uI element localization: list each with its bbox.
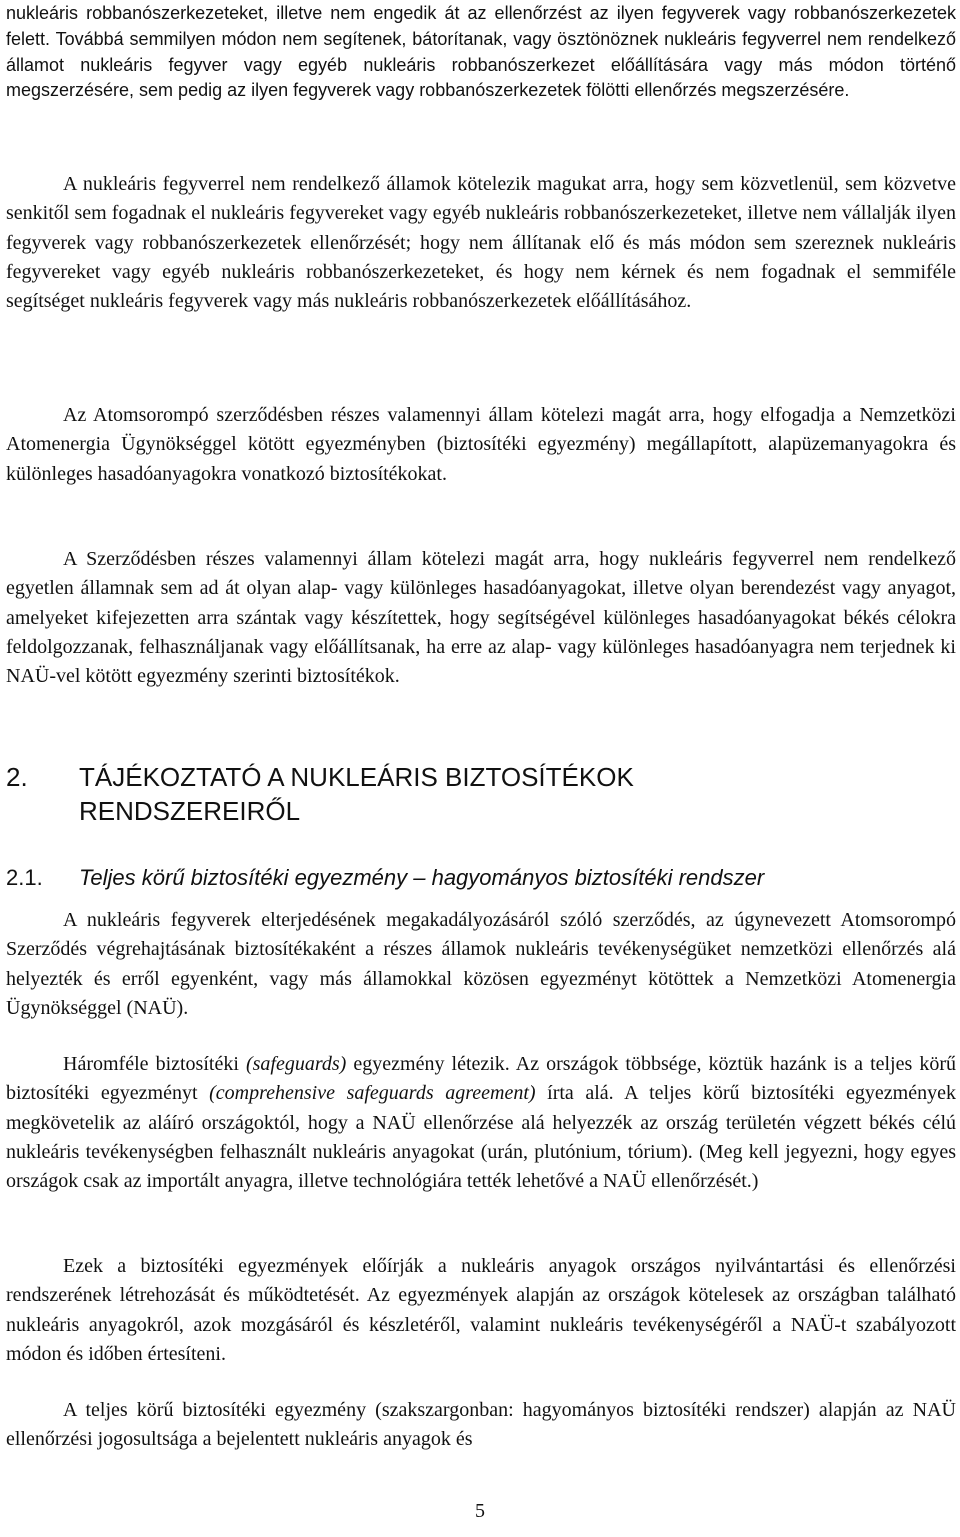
text-run: írta alá. A teljes körű biztosítéki egyezmények megkövetelik az aláíró országoktól, hogy a NAÜ ellenőrzése alá helyezzék az ország területén végzett békés célú nukleáris tevékenységben felhasznált nukleáris anyagokat (urán, plutónium, tórium). (Meg kell jegyezni, hogy egyes országok csak az importált anyagra, illetve technológiára tették lehetővé a NAÜ ellenőrzését.) <box>6 1082 956 1193</box>
paragraph-accounting-system: Ezek a biztosítéki egyezmények előírják a nukleáris anyagok országos nyilvántartási és ellenőrzési rendszerének létrehozását és működtetését. Az egyezmények alapján az országok kötelesek az országban található nukleáris anyagokról, azok mozgásáról és készletéről, valamint nukleáris tevékenységéről a NAÜ-t szabályozott módon és időben értesíteni. <box>6 1255 956 1365</box>
paragraph-traditional-system: A teljes körű biztosítéki egyezmény (szakszargonban: hagyományos biztosítéki rendszer) alapján az NAÜ ellenőrzési jogosultsága a bejelentett nukleáris anyagok és <box>6 1399 956 1451</box>
section-number: 2. <box>6 762 28 792</box>
text-run: egyezmény létezik. Az országok többsége, köztük hazánk is a teljes körű biztosítéki egyezményt <box>6 1053 956 1105</box>
subsection-title: Teljes körű biztosítéki egyezmény – hagyományos biztosítéki rendszer <box>79 865 765 890</box>
paragraph-safeguard-agreement: Az Atomsorompó szerződésben részes valamennyi állam kötelezi magát arra, hogy elfogadja a Nemzetközi Atomenergia Ügynökséggel kötött egyezményben (biztosítéki egyezmény) megállapított, alapüzemanyagokra és különleges hasadóanyagokra vonatkozó biztosítékokat. <box>6 404 956 485</box>
subsection-heading <box>6 864 906 894</box>
paragraph-non-nuclear-states: A nukleáris fegyverrel nem rendelkező államok kötelezik magukat arra, hogy sem közvetlenül, sem közvetve senkitől sem fogadnak el nukleáris fegyvereket vagy egyéb nukleáris robbanószerkezeteket, illetve nem vállalják ilyen fegyverek vagy robbanószerkezetek ellenőrzését; hogy nem állítanak elő és más módon sem szereznek nukleáris fegyvereket vagy egyéb nukleáris robbanószerkezeteket, és hogy nem kérnek és nem fogadnak el semmiféle segítséget nukleáris fegyverek vagy más nukleáris robbanószerkezetek előállításához. <box>6 173 956 313</box>
paragraph-material-transfer: A Szerződésben részes valamennyi állam kötelezi magát arra, hogy nukleáris fegyverrel nem rendelkező egyetlen államnak sem ad át olyan alap- vagy különleges hasadóanyagokat, illetve olyan berendezést vagy anyagot, amelyeket kifejezetten arra szántak vagy készítettek, hogy segítségével különleges hasadóanyagokat békés célokra feldolgozzanak, felhasználjanak vagy előállítsanak, ha erre az alap- vagy különleges hasadóanyagra nem terjednek ki NAÜ-vel kötött egyezmény szerinti biztosítékok. <box>6 548 956 688</box>
italic-term: (comprehensive safeguards agreement) <box>209 1082 536 1105</box>
section-heading <box>6 760 906 830</box>
subsection-number: 2.1. <box>6 865 43 890</box>
paragraph-safeguard-types <box>6 1050 956 1196</box>
section-title: TÁJÉKOZTATÓ A NUKLEÁRIS BIZTOSÍTÉKOK RENDSZEREIRŐL <box>79 762 634 826</box>
page-number: 5 <box>475 1500 485 1522</box>
text-run: Háromféle biztosítéki <box>63 1053 246 1075</box>
paragraph-continuation: nukleáris robbanószerkezeteket, illetve nem engedik át az ellenőrzést az ilyen fegyverek vagy robbanószerkezetek felett. Továbbá semmilyen módon nem segítenek, bátorítanak, vagy ösztönöznek nukleáris fegyverrel nem rendelkező államot nukleáris fegyver vagy egyéb nukleáris robbanószerkezet előállítására vagy más módon történő megszerzésére, sem pedig az ilyen fegyverek vagy robbanószerkezetek fölötti ellenőrzés megszerzésére. <box>6 3 956 101</box>
italic-term: (safeguards) <box>245 1053 347 1075</box>
paragraph-npt-background: A nukleáris fegyverek elterjedésének megakadályozásáról szóló szerződés, az úgynevezett Atomsorompó Szerződés végrehajtásának biztosítékaként a részes államok nukleáris tevékenységüket nemzetközi ellenőrzés alá helyezték és erről egyenként, vagy más államokkal közösen egyezményt kötöttek a Nemzetközi Atomenergia Ügynökséggel (NAÜ). <box>6 909 956 1019</box>
